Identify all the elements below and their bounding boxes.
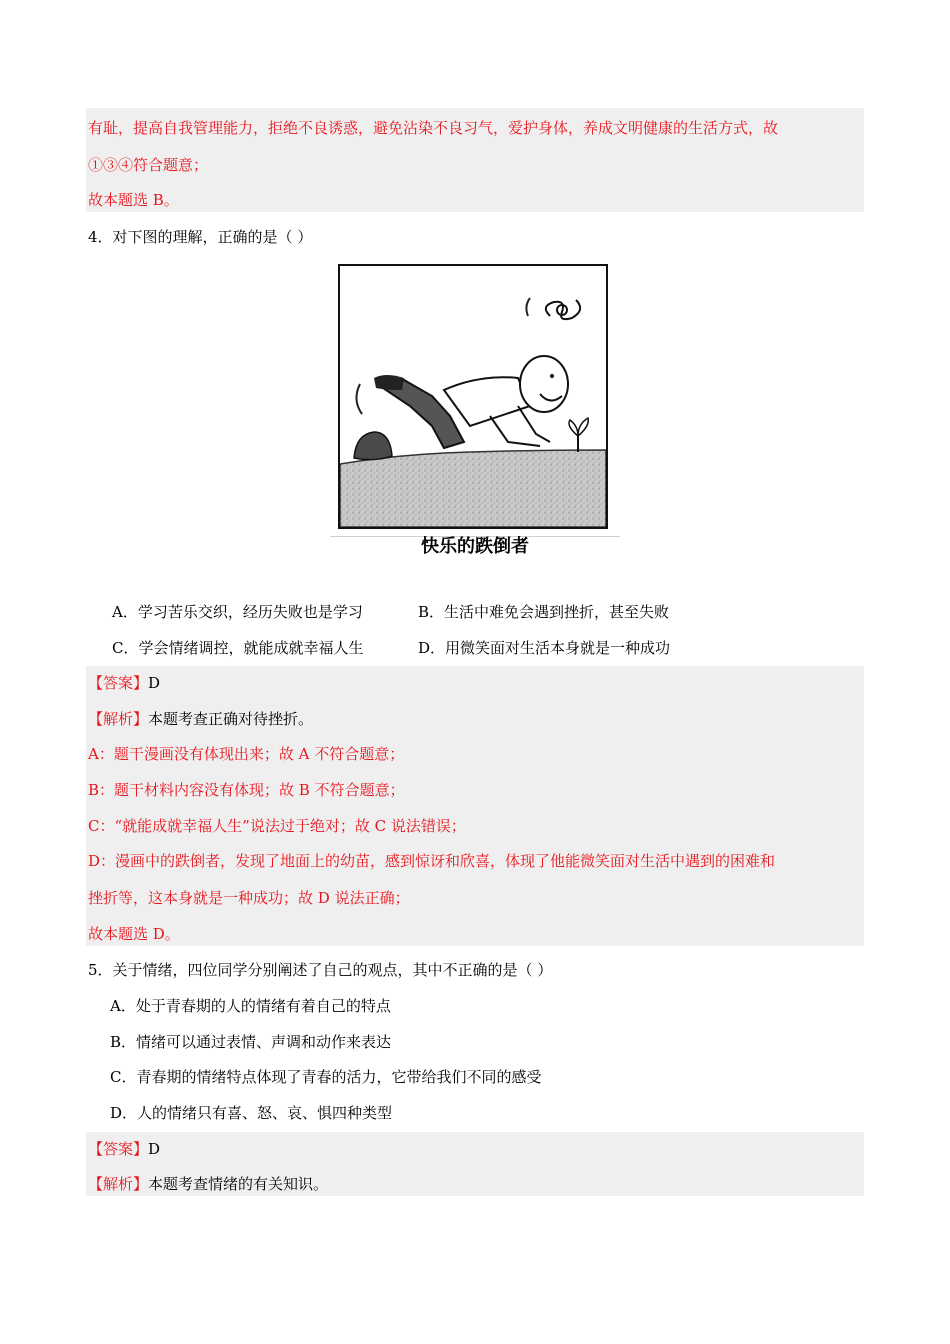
q5-answer bbox=[88, 1139, 160, 1159]
q4-option-b: B．生活中难免会遇到挫折，甚至失败 bbox=[418, 603, 670, 621]
q3-analysis-line-1: 有耻，提高自我管理能力，拒绝不良诱惑，避免沾染不良习气，爱护身体，养成文明健康的生活方式，故 bbox=[88, 119, 779, 137]
q4-conclusion: 故本题选 D。 bbox=[88, 925, 180, 943]
q4-option-c: C．学会情绪调控，就能成就幸福人生 bbox=[112, 639, 364, 657]
cartoon-figure bbox=[338, 264, 608, 529]
q4-analysis-intro bbox=[88, 709, 313, 729]
q4-analysis-b: B：题干材料内容没有体现；故 B 不符合题意； bbox=[88, 781, 405, 799]
q5-stem: 5．关于情绪，四位同学分别阐述了自己的观点，其中不正确的是（ ） bbox=[88, 961, 553, 979]
analysis-tag: 【解析】 bbox=[88, 710, 149, 728]
answer-value: D bbox=[148, 1140, 161, 1158]
q3-conclusion: 故本题选 B。 bbox=[88, 191, 179, 209]
analysis-intro-text: 本题考查正确对待挫折。 bbox=[148, 710, 314, 728]
q5-option-b: B．情绪可以通过表情、声调和动作来表达 bbox=[110, 1033, 392, 1051]
q4-option-a: A．学习苦乐交织，经历失败也是学习 bbox=[112, 603, 363, 621]
happy-faller-cartoon bbox=[340, 266, 606, 527]
answer-value: D bbox=[148, 674, 161, 692]
answer-tag: 【答案】 bbox=[88, 674, 149, 692]
q4-analysis-d-line-1: D：漫画中的跌倒者，发现了地面上的幼苗，感到惊讶和欣喜，体现了他能微笑面对生活中遇到的困难和 bbox=[88, 852, 776, 870]
q5-option-d: D．人的情绪只有喜、怒、哀、惧四种类型 bbox=[110, 1104, 393, 1122]
q4-option-d: D．用微笑面对生活本身就是一种成功 bbox=[418, 639, 671, 657]
q3-analysis-line-2: ①③④符合题意； bbox=[88, 156, 209, 174]
q5-option-c: C．青春期的情绪特点体现了青春的活力，它带给我们不同的感受 bbox=[110, 1068, 542, 1086]
analysis-intro-text: 本题考查情绪的有关知识。 bbox=[148, 1175, 329, 1193]
q5-analysis-intro bbox=[88, 1174, 328, 1194]
q4-analysis-c: C：“就能成就幸福人生”说法过于绝对；故 C 说法错误； bbox=[88, 817, 466, 835]
q5-option-a: A．处于青春期的人的情绪有着自己的特点 bbox=[110, 997, 391, 1015]
analysis-tag: 【解析】 bbox=[88, 1175, 149, 1193]
q4-stem: 4．对下图的理解，正确的是（ ） bbox=[88, 228, 313, 246]
q4-analysis-d-line-2: 挫折等，这本身就是一种成功；故 D 说法正确； bbox=[88, 889, 410, 907]
q4-answer bbox=[88, 673, 160, 693]
answer-tag: 【答案】 bbox=[88, 1140, 149, 1158]
figure-caption: 快乐的跌倒者 bbox=[421, 536, 529, 557]
q4-analysis-a: A：题干漫画没有体现出来；故 A 不符合题意； bbox=[88, 745, 405, 763]
